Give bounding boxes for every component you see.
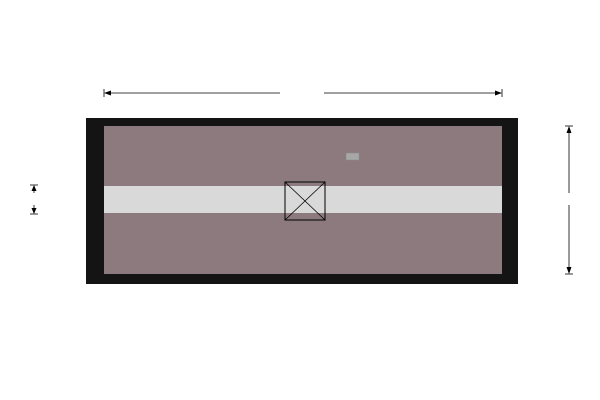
width-dimension <box>104 86 502 98</box>
band-dimension <box>14 185 56 214</box>
height-dimension <box>546 126 592 274</box>
skylight-icon <box>346 153 359 160</box>
